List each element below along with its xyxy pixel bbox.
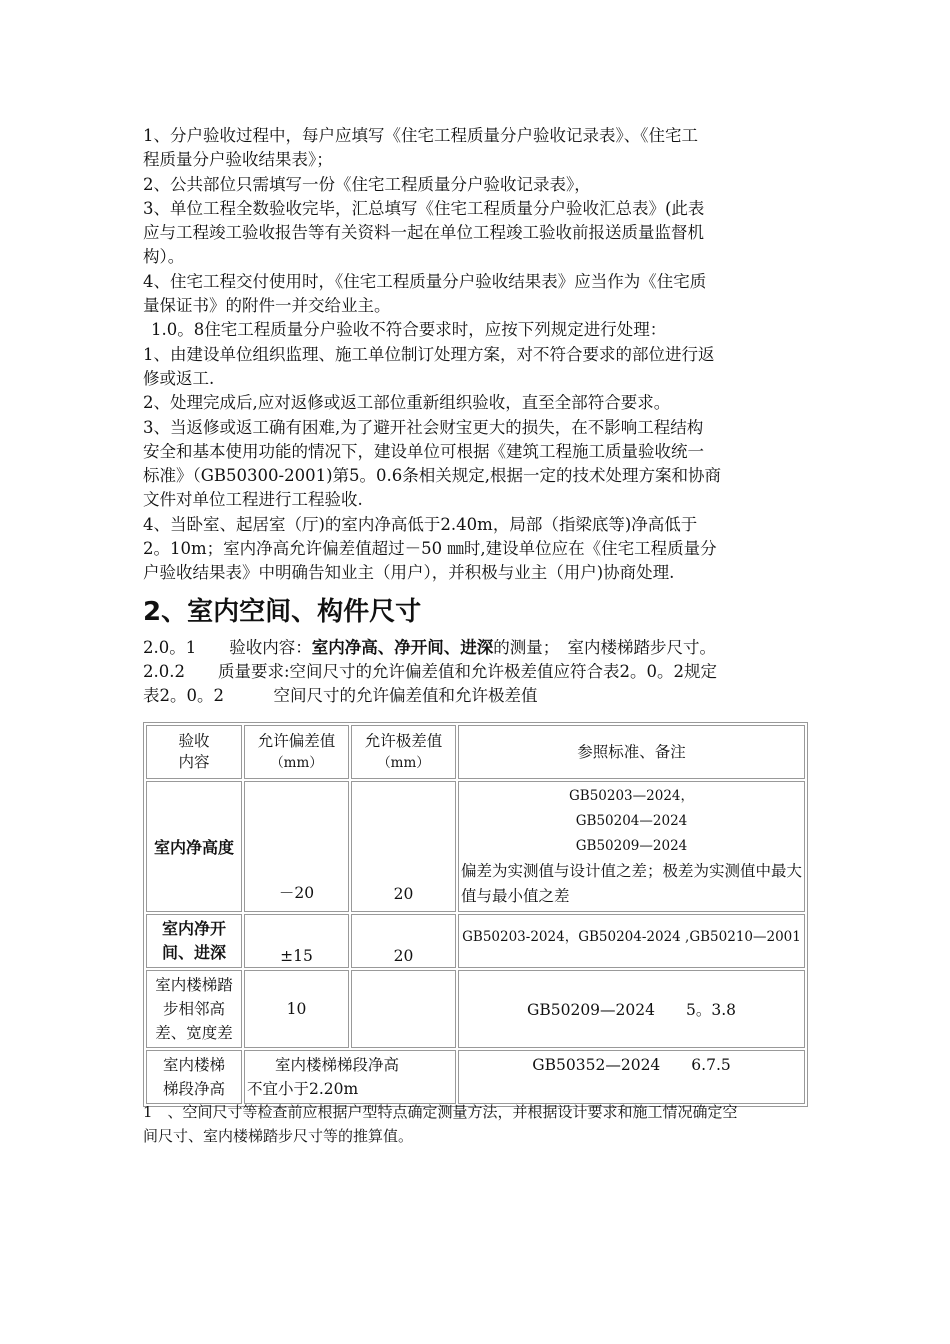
paragraph-line: 标准》（GB50300-2001)第5。0.6条相关规定,根据一定的技术处理方案和协商 xyxy=(143,466,722,486)
paragraph-line: 构）。 xyxy=(143,247,185,267)
clause-2-0-2: 2.0.2 质量要求:空间尺寸的允许偏差值和允许极差值应符合表2。0。2规定 xyxy=(143,661,718,681)
paragraph-line: 2、处理完成后,应对返修或返工部位重新组织验收，直至全部符合要求。 xyxy=(143,393,671,413)
header-cell-range: 允许极差值 （mm） xyxy=(351,725,456,779)
cell-range: 20 xyxy=(351,781,456,912)
paragraph-line: 1、由建设单位组织监理、施工单位制订处理方案，对不符合要求的部位进行返 xyxy=(143,344,715,364)
paragraph-line: 程质量分户验收结果表》； xyxy=(143,150,333,170)
paragraph-line: 修或返工. xyxy=(143,368,215,388)
paragraph-line: 2。10m；室内净高允许偏差值超过－50 ㎜时,建设单位应在《住宅工程质量分 xyxy=(143,539,717,559)
cell-reference xyxy=(458,781,805,912)
note-line: 间尺寸、室内楼梯踏步尺寸等的推算值。 xyxy=(143,1127,414,1145)
clause-2-0-1-bold: 室内净高、净开间、进深 xyxy=(311,637,494,657)
table-header-row xyxy=(146,725,805,779)
cell-deviation: －20 xyxy=(244,781,349,912)
cell-merged-value: 室内楼梯梯段净高 不宜小于2.20m xyxy=(244,1050,456,1104)
cell-range: 20 xyxy=(351,914,456,968)
header-cell-reference: 参照标准、备注 xyxy=(458,725,805,779)
section-heading: 2、室内空间、构件尺寸 xyxy=(143,596,422,627)
document-body xyxy=(143,124,808,709)
clause-2-0-1-label: 2.0。1 验收内容： xyxy=(143,637,312,657)
clause-2-0-1 xyxy=(143,636,808,660)
cell-reference: GB50203-2024，GB50204-2024 ,GB50210—2001 xyxy=(458,914,805,968)
paragraph-line: 文件对单位工程进行工程验收. xyxy=(143,490,363,510)
tolerance-table xyxy=(143,722,808,1107)
cell-deviation: ±15 xyxy=(244,914,349,968)
cell-deviation: 10 xyxy=(244,970,349,1048)
cell-item: 室内净高度 xyxy=(146,781,242,912)
clause-2-0-1-rest: 的测量； 室内楼梯踏步尺寸。 xyxy=(493,637,716,657)
paragraph-line: 应与工程竣工验收报告等有关资料一起在单位工程竣工验收前报送质量监督机 xyxy=(143,223,704,243)
cell-item: 室内楼梯踏 步相邻高 差、宽度差 xyxy=(146,970,242,1048)
ref-line: GB50209—2024 xyxy=(575,838,688,854)
remark: 偏差为实测值与设计值之差；极差为实测值中最大值与最小值之差 xyxy=(461,862,803,905)
note-line: 1 、空间尺寸等检查前应根据户型特点确定测量方法，并根据设计要求和施工情况确定空 xyxy=(143,1103,738,1121)
cell-item: 室内净开 间、进深 xyxy=(146,914,242,968)
paragraph-line: 4、当卧室、起居室（厅)的室内净高低于2.40m，局部（指梁底等)净高低于 xyxy=(143,514,698,534)
table-caption: 表2。0。2 空间尺寸的允许偏差值和允许极差值 xyxy=(143,686,538,706)
paragraph-line: 4、住宅工程交付使用时，《住宅工程质量分户验收结果表》应当作为《住宅质 xyxy=(143,271,707,291)
section-clause: 1.0。8住宅工程质量分户验收不符合要求时，应按下列规定进行处理： xyxy=(151,320,667,340)
table-row xyxy=(146,781,805,912)
cell-item: 室内楼梯 梯段净高 xyxy=(146,1050,242,1104)
paragraph-line: 1、分户验收过程中，每户应填写《住宅工程质量分户验收记录表》、《住宅工 xyxy=(143,126,698,145)
paragraph-line: 2、公共部位只需填写一份《住宅工程质量分户验收记录表》， xyxy=(143,174,591,194)
cell-range xyxy=(351,970,456,1048)
cell-reference: GB50209—2024 5。3.8 xyxy=(458,970,805,1048)
ref-line: GB50204—2024 xyxy=(575,813,688,829)
table-row xyxy=(146,970,805,1048)
header-cell-deviation: 允许偏差值 （mm） xyxy=(244,725,349,779)
table-row xyxy=(146,1050,805,1104)
paragraph-line: 3、单位工程全数验收完毕，汇总填写《住宅工程质量分户验收汇总表》(此表 xyxy=(143,198,705,218)
paragraph-line: 3、当返修或返工确有困难,为了避开社会财宝更大的损失，在不影响工程结构 xyxy=(143,417,704,437)
paragraph-line: 量保证书》的附件一并交给业主。 xyxy=(143,296,391,316)
paragraph-line: 安全和基本使用功能的情况下，建设单位可根据《建筑工程施工质量验收统一 xyxy=(143,441,704,461)
table-row xyxy=(146,914,805,968)
cell-reference: GB50352—2024 6.7.5 xyxy=(458,1050,805,1104)
header-cell-item: 验收 内容 xyxy=(146,725,242,779)
paragraph-line: 户验收结果表》中明确告知业主（用户），并积极与业主（用户)协商处理. xyxy=(143,563,675,583)
table-note xyxy=(143,1100,808,1148)
ref-line: GB50203—2024， xyxy=(568,788,694,804)
